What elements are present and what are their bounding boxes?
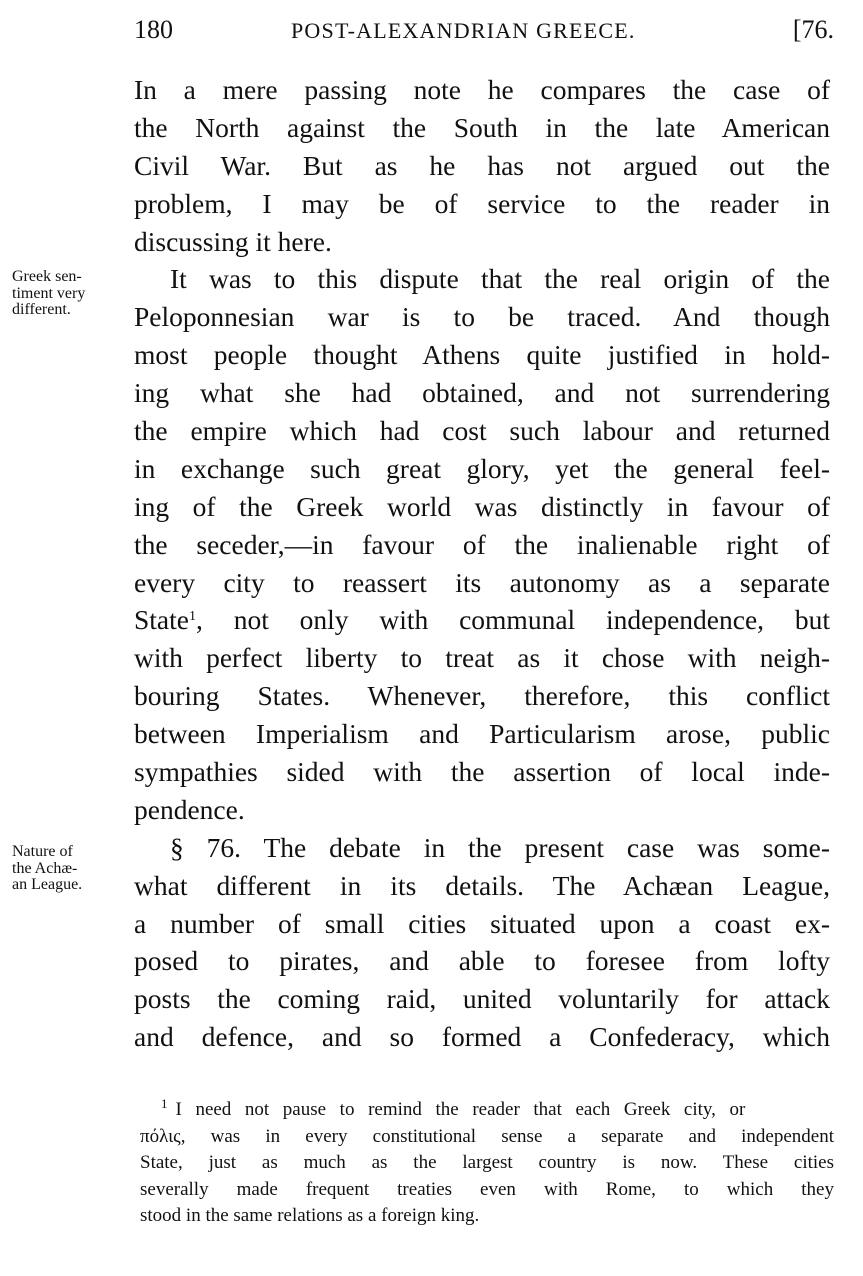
- footnote-line: State, just as much as the largest country is now. These cities: [140, 1152, 834, 1174]
- sidenote-line: timent very: [12, 284, 86, 302]
- body-line: posed to pirates, and able to foresee from lofty: [134, 945, 830, 977]
- body-line: the North against the South in the late American: [134, 111, 830, 143]
- body-line: bouring States. Whenever, therefore, this conflict: [134, 680, 830, 712]
- body-line: It was to this dispute that the real origin of the: [170, 263, 830, 295]
- body-line: in exchange such great glory, yet the general feel-: [134, 452, 830, 484]
- body-line: Peloponnesian war is to be traced. And though: [134, 301, 830, 333]
- body-line-part: State: [134, 604, 189, 636]
- body-line: the empire which had cost such labour and returned: [134, 415, 830, 447]
- body-line: ing of the Greek world was distinctly in favour of: [134, 490, 830, 522]
- sidenote-line: the Achæ-: [12, 859, 78, 877]
- body-line-part: , not only with communal independence, but: [196, 604, 830, 636]
- footnote-line: [140, 1097, 834, 1124]
- footnote-text: I need not pause to remind the reader that each Greek city, or: [175, 1099, 746, 1120]
- footnote-mark: 1: [161, 1096, 168, 1111]
- body-line: a number of small cities situated upon a coast ex-: [134, 907, 830, 939]
- footnote-reference: 1: [189, 609, 196, 625]
- body-line: Civil War. But as he has not argued out the: [134, 149, 830, 181]
- body-line: ing what she had obtained, and not surrendering: [134, 377, 830, 409]
- body-line-with-footnote: [134, 601, 830, 639]
- body-line: pendence.: [134, 793, 245, 825]
- footnote: [140, 1097, 834, 1230]
- sidenote-line: an League.: [12, 876, 83, 893]
- body-line: problem, I may be of service to the reader in: [134, 187, 830, 219]
- footnote-line-text: [161, 1096, 746, 1120]
- body-line: sympathies sided with the assertion of local inde-: [134, 756, 830, 788]
- footnote-line: severally made frequent treaties even with Rome, to which they: [140, 1178, 834, 1200]
- body-text: [134, 71, 830, 1056]
- sidenote-achaean-league: [12, 844, 130, 894]
- body-line: and defence, and so formed a Confederacy, which: [134, 1021, 830, 1053]
- body-line: the seceder,—in favour of the inalienable right of: [134, 528, 830, 560]
- body-line: every city to reassert its autonomy as a separate: [134, 566, 830, 598]
- body-line: between Imperialism and Particularism arose, public: [134, 718, 830, 750]
- sidenote-line: Nature of: [12, 843, 73, 860]
- footnote-line: stood in the same relations as a foreign king.: [140, 1205, 480, 1227]
- body-line: In a mere passing note he compares the case of: [134, 74, 830, 105]
- body-line: with perfect liberty to treat as it chose with neigh-: [134, 642, 830, 674]
- body-line: posts the coming raid, united voluntarily for attack: [134, 983, 830, 1015]
- sidenote-greek-sentiment: [12, 269, 130, 319]
- sidenote-line: Greek sen-: [12, 268, 82, 285]
- running-head: [134, 10, 834, 50]
- footnote-line: πόλις, was in every constitutional sense a separate and independent: [140, 1125, 834, 1147]
- body-line: what different in its details. The Achæan League,: [134, 869, 830, 901]
- page-number: 180: [134, 15, 173, 44]
- running-title: POST-ALEXANDRIAN GREECE.: [291, 18, 636, 43]
- body-line: § 76. The debate in the present case was some-: [170, 831, 830, 863]
- section-reference: [76.: [792, 15, 834, 44]
- sidenote-line: different.: [12, 301, 71, 318]
- body-line: most people thought Athens quite justified in hold-: [134, 339, 830, 371]
- body-line: discussing it here.: [134, 225, 332, 257]
